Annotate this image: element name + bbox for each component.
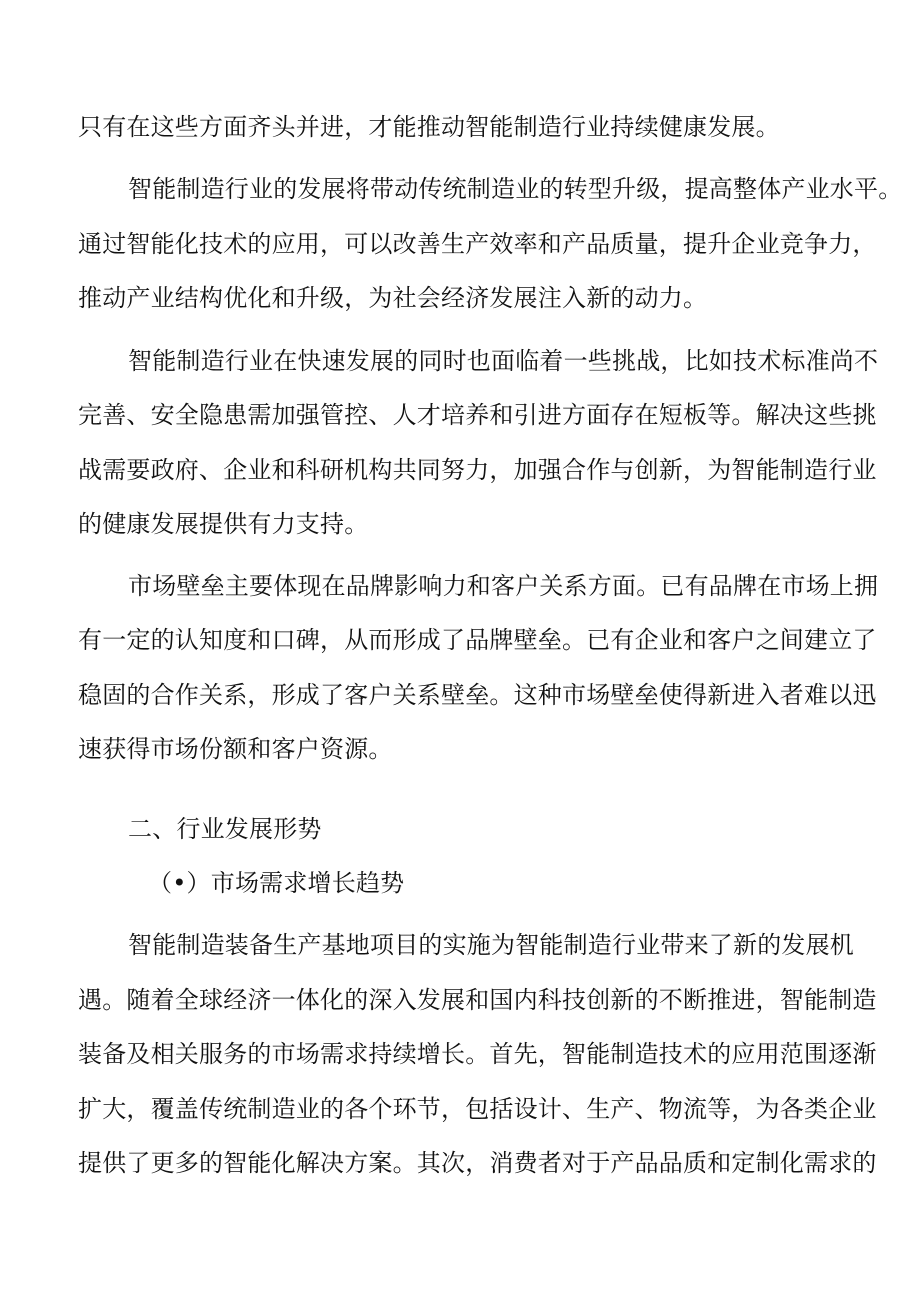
- subsection-heading: （•）市场需求增长趋势: [148, 869, 405, 897]
- paragraph-line: 只有在这些方面齐头并进，才能推动智能制造行业持续健康发展。: [78, 113, 780, 141]
- paragraph-line: 装备及相关服务的市场需求持续增长。首先，智能制造技术的应用范围逐渐: [78, 1040, 877, 1068]
- paragraph-line: 提供了更多的智能化解决方案。其次，消费者对于产品品质和定制化需求的: [78, 1149, 877, 1177]
- section-heading: 二、行业发展形势: [128, 815, 322, 843]
- paragraph-line: 的健康发展提供有力支持。: [78, 510, 369, 538]
- paragraph-line: 智能制造行业在快速发展的同时也面临着一些挑战，比如技术标准尚不: [128, 347, 879, 375]
- paragraph-line: 速获得市场份额和客户资源。: [78, 735, 393, 763]
- paragraph-line: 有一定的认知度和口碑，从而形成了品牌壁垒。已有企业和客户之间建立了: [78, 626, 877, 654]
- paragraph-line: 通过智能化技术的应用，可以改善生产效率和产品质量，提升企业竞争力，: [78, 230, 877, 258]
- paragraph-line: 推动产业结构优化和升级，为社会经济发展注入新的动力。: [78, 284, 708, 312]
- paragraph-line: 稳固的合作关系，形成了客户关系壁垒。这种市场壁垒使得新进入者难以迅: [78, 681, 877, 709]
- paragraph-line: 智能制造行业的发展将带动传统制造业的转型升级，提高整体产业水平。: [128, 175, 903, 203]
- paragraph-line: 市场壁垒主要体现在品牌影响力和客户关系方面。已有品牌在市场上拥: [128, 572, 879, 600]
- paragraph-line: 遇。随着全球经济一体化的深入发展和国内科技创新的不断推进，智能制造: [78, 986, 877, 1014]
- paragraph-line: 战需要政府、企业和科研机构共同努力，加强合作与创新，为智能制造行业: [78, 456, 877, 484]
- paragraph-line: 智能制造装备生产基地项目的实施为智能制造行业带来了新的发展机: [128, 931, 854, 959]
- paragraph-line: 完善、安全隐患需加强管控、人才培养和引进方面存在短板等。解决这些挑: [78, 401, 877, 429]
- paragraph-line: 扩大，覆盖传统制造业的各个环节，包括设计、生产、物流等，为各类企业: [78, 1095, 877, 1123]
